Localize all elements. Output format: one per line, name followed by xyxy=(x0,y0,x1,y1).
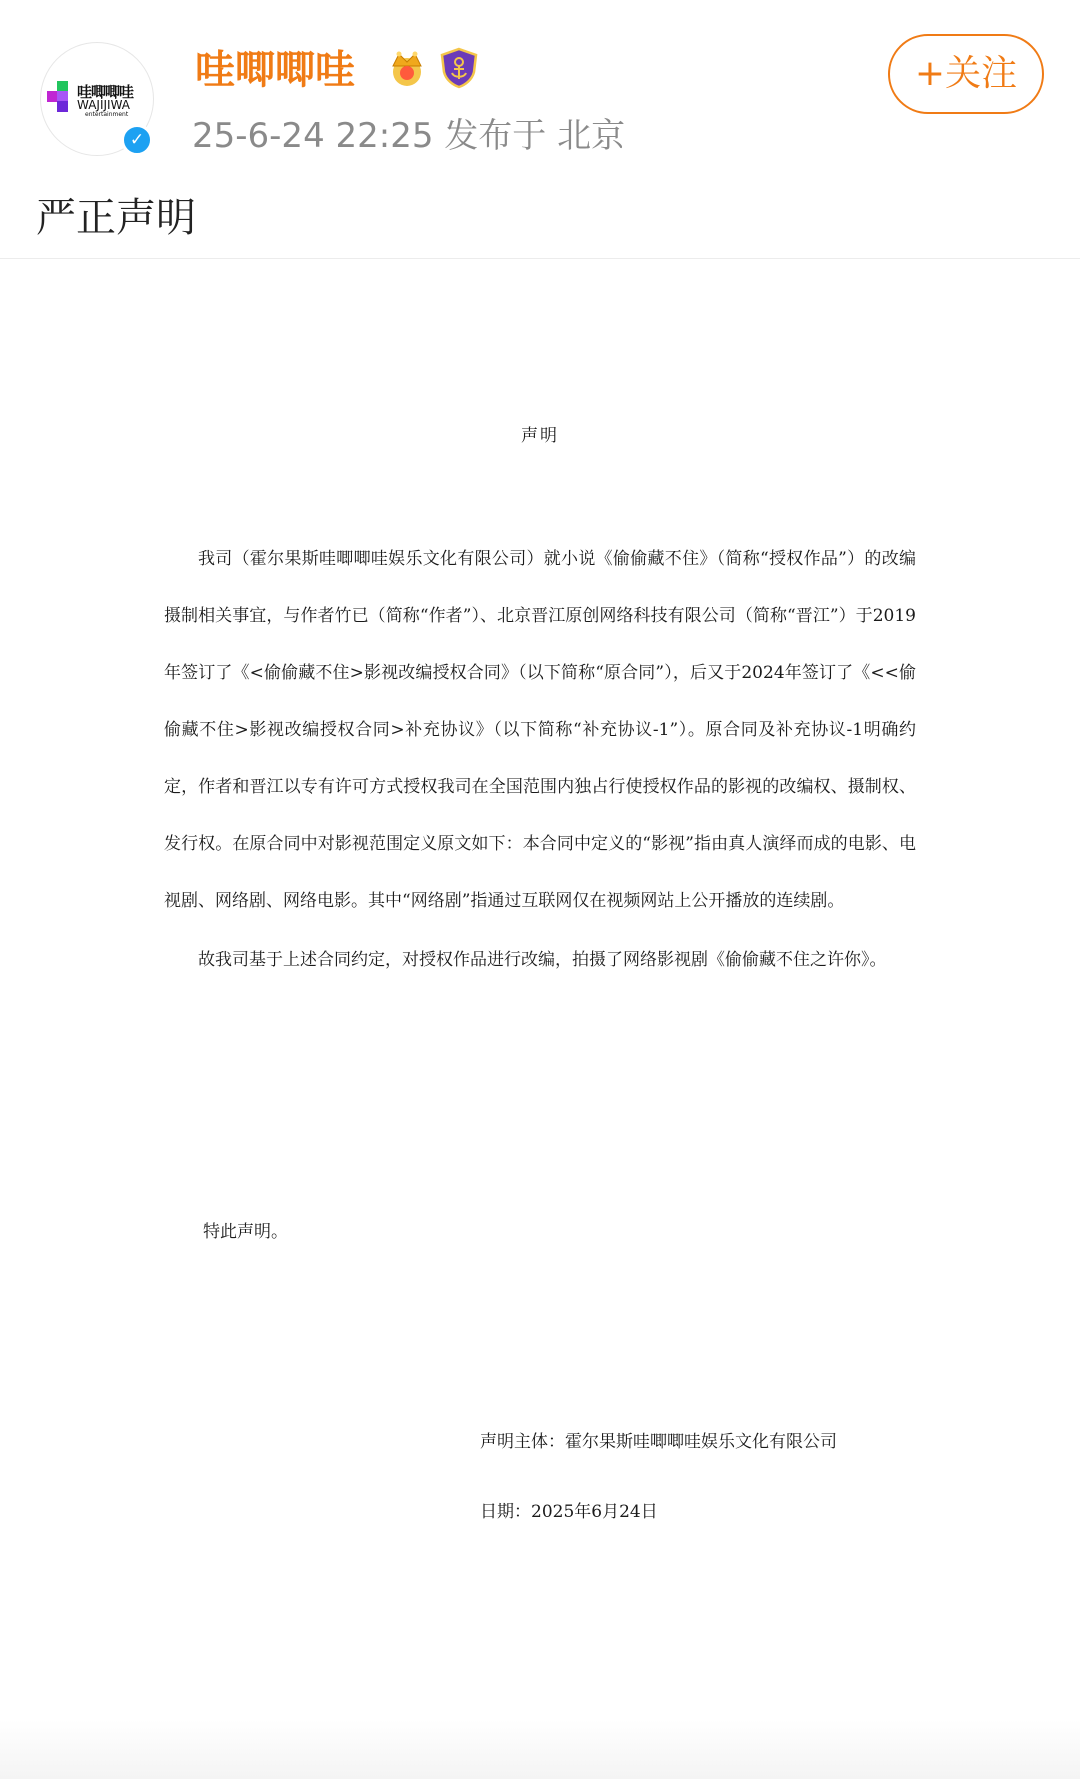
document-heading: 声明 xyxy=(521,426,559,446)
logo-text-sub: entertainment xyxy=(85,111,129,118)
bottom-fade xyxy=(0,1720,1080,1779)
logo-blocks-icon xyxy=(47,81,77,111)
brand-logo xyxy=(47,81,147,117)
post-title: 严正声明 xyxy=(36,195,196,241)
author-name[interactable]: 哇唧唧哇 xyxy=(195,47,355,93)
statement-document-image[interactable] xyxy=(0,258,1080,1780)
document-body xyxy=(164,531,916,989)
document-paragraph: 我司（霍尔果斯哇唧唧哇娱乐文化有限公司）就小说《偷偷藏不住》（简称“授权作品”）的改编摄制相关事宜，与作者竹已（简称“作者”）、北京晋江原创网络科技有限公司（简称“晋江”）于2019年签订了《<偷偷藏不住>影视改编授权合同》（以下简称“原合同”），后又于2024年签订了《<<偷偷藏不住>影视改编授权合同>补充协议》（以下简称“补充协议-1”）。原合同及补充协议-1明确约定，作者和晋江以专有许可方式授权我司在全国范围内独占行使授权作品的影视的改编权、摄制权、发行权。在原合同中对影视范围定义原文如下：本合同中定义的“影视”指由真人演绎而成的电影、电视剧、网络剧、网络电影。其中“网络剧”指通过互联网仅在视频网站上公开播放的连续剧。 xyxy=(164,549,916,911)
document-entity: 声明主体：霍尔果斯哇唧唧哇娱乐文化有限公司 xyxy=(480,1432,837,1452)
document-paragraph: 故我司基于上述合同约定，对授权作品进行改编，拍摄了网络影视剧《偷偷藏不住之许你》。 xyxy=(198,950,887,970)
shield-badge-icon[interactable] xyxy=(437,46,481,90)
verified-icon: ✓ xyxy=(121,124,153,156)
follow-button[interactable]: +关注 xyxy=(888,34,1044,114)
post-meta: 25-6-24 22:25 发布于 北京 xyxy=(192,116,626,156)
logo-text-cn: 哇唧唧哇 xyxy=(77,83,134,101)
post-header xyxy=(0,0,1080,260)
logo-text-en: WAJIJIWA xyxy=(77,98,130,112)
document-closing: 特此声明。 xyxy=(203,1222,288,1242)
crown-badge-icon[interactable] xyxy=(385,46,429,90)
document-date: 日期：2025年6月24日 xyxy=(480,1502,658,1522)
